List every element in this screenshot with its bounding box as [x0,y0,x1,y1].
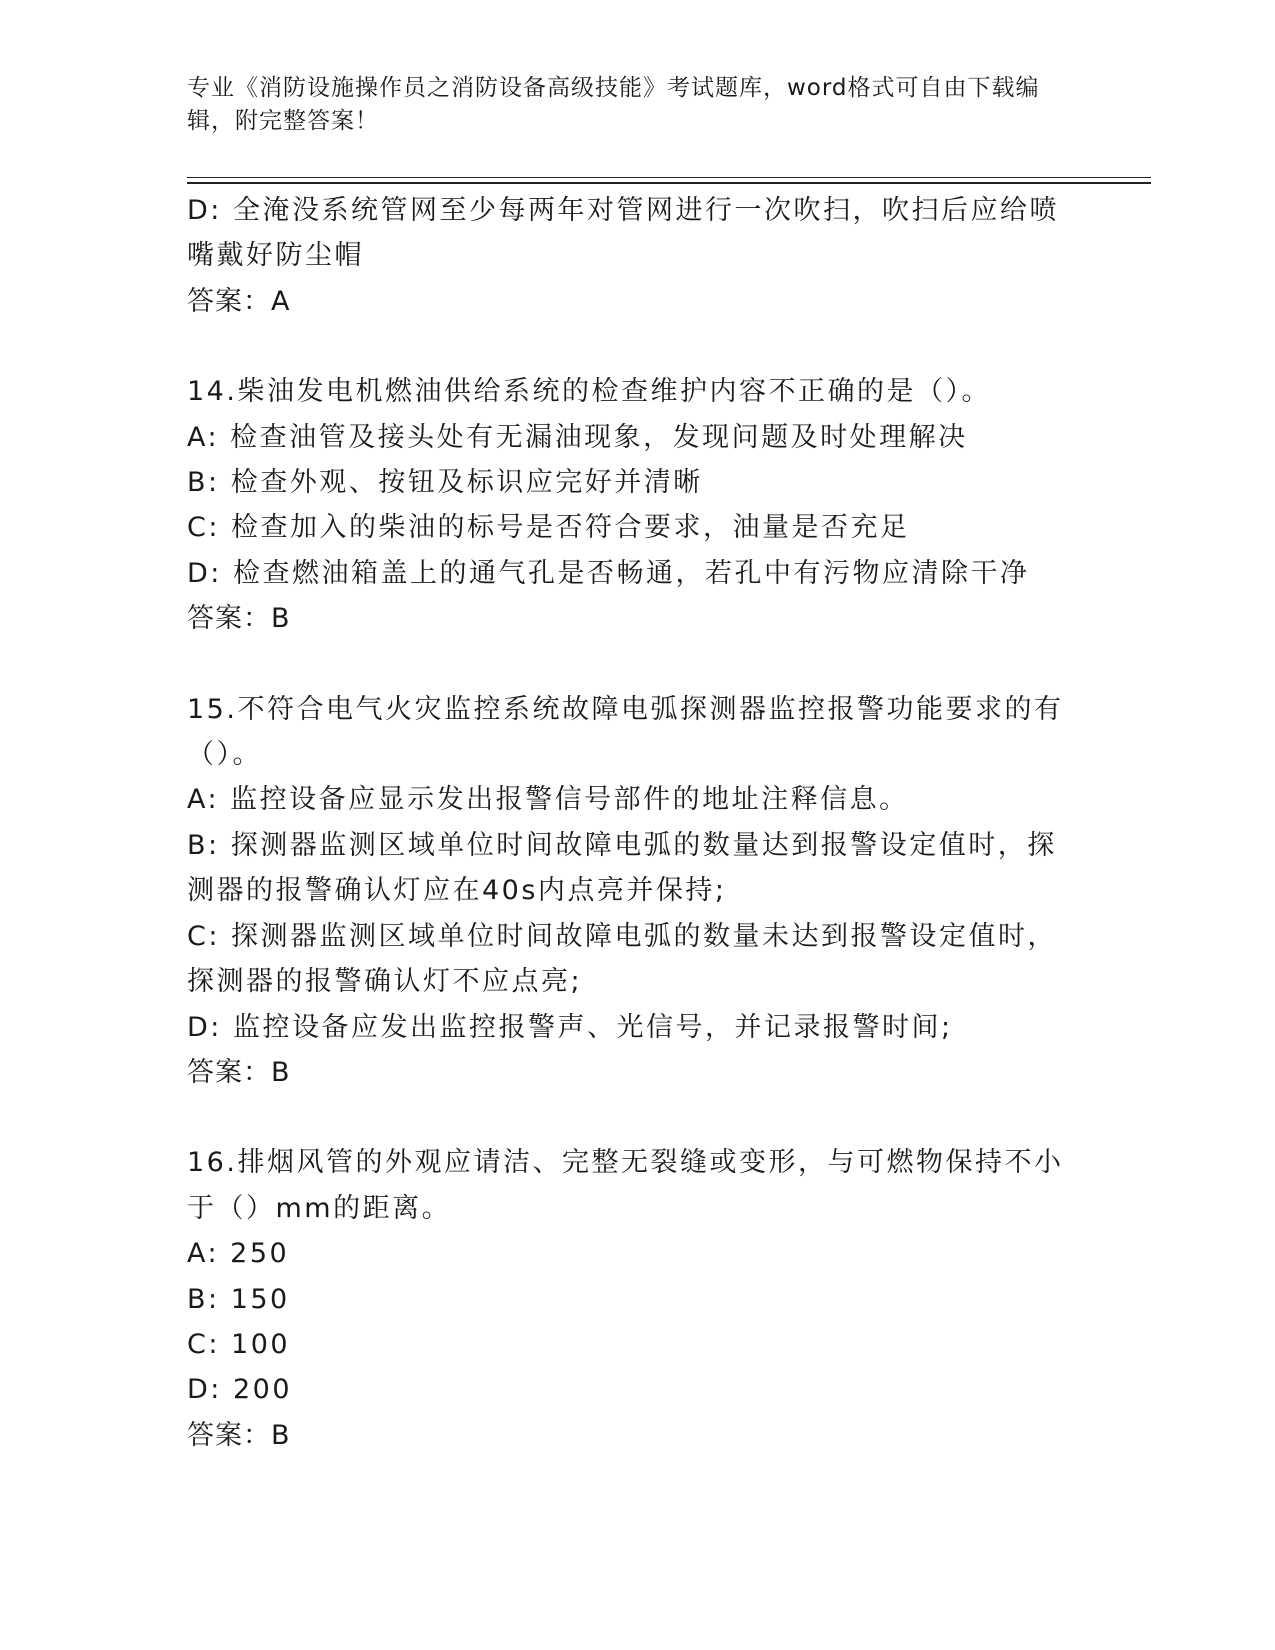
prev-question-answer: 答案：A [187,285,291,317]
header-divider-thin [187,177,1151,178]
spacer [187,324,1077,369]
question-16-answer: 答案：B [187,1419,291,1451]
question-14-answer: 答案：B [187,603,291,635]
question-14-option-d: D: 检查燃油箱盖上的通气孔是否畅通，若孔中有污物应清除干净 [187,557,1030,589]
question-15-answer: 答案：B [187,1056,291,1088]
question-14-option-b: B: 检查外观、按钮及标识应完好并清晰 [187,467,703,499]
spacer [187,642,1077,687]
document-header-note: 专业《消防设施操作员之消防设备高级技能》考试题库，word格式可自由下载编辑，附完整答案！ [187,75,1040,134]
question-14-stem: 14.柴油发电机燃油供给系统的检查维护内容不正确的是（）。 [187,376,991,408]
prev-question-option-d: D: 全淹没系统管网至少每两年对管网进行一次吹扫，吹扫后应给喷嘴戴好防尘帽 [187,195,1059,272]
header-divider-thick [187,182,1151,184]
question-content [187,188,1077,1458]
question-15-option-c: C: 探测器监测区域单位时间故障电弧的数量未达到报警设定值时，探测器的报警确认灯不应点亮; [187,920,1058,998]
question-15-option-a: A: 监控设备应显示发出报警信号部件的地址注释信息。 [187,784,909,816]
spacer [187,1095,1077,1140]
question-16-stem: 16.排烟风管的外观应请洁、完整无裂缝或变形，与可燃物保持不小于（）mm的距离。 [187,1147,1064,1224]
question-15-option-d: D: 监控设备应发出监控报警声、光信号，并记录报警时间; [187,1011,953,1043]
question-16-option-d: D: 200 [187,1374,293,1406]
question-16-option-b: B: 150 [187,1283,290,1315]
question-15-option-b: B: 探测器监测区域单位时间故障电弧的数量达到报警设定值时，探测器的报警确认灯应在40s内点亮并保持; [187,829,1057,907]
question-16-option-c: C: 100 [187,1328,291,1360]
question-16-option-a: A: 250 [187,1238,290,1270]
question-14-option-c: C: 检查加入的柴油的标号是否符合要求，油量是否充足 [187,512,910,544]
question-14-option-a: A: 检查油管及接头处有无漏油现象，发现问题及时处理解决 [187,421,968,453]
question-15-stem: 15.不符合电气火灾监控系统故障电弧探测器监控报警功能要求的有（）。 [187,693,1064,771]
